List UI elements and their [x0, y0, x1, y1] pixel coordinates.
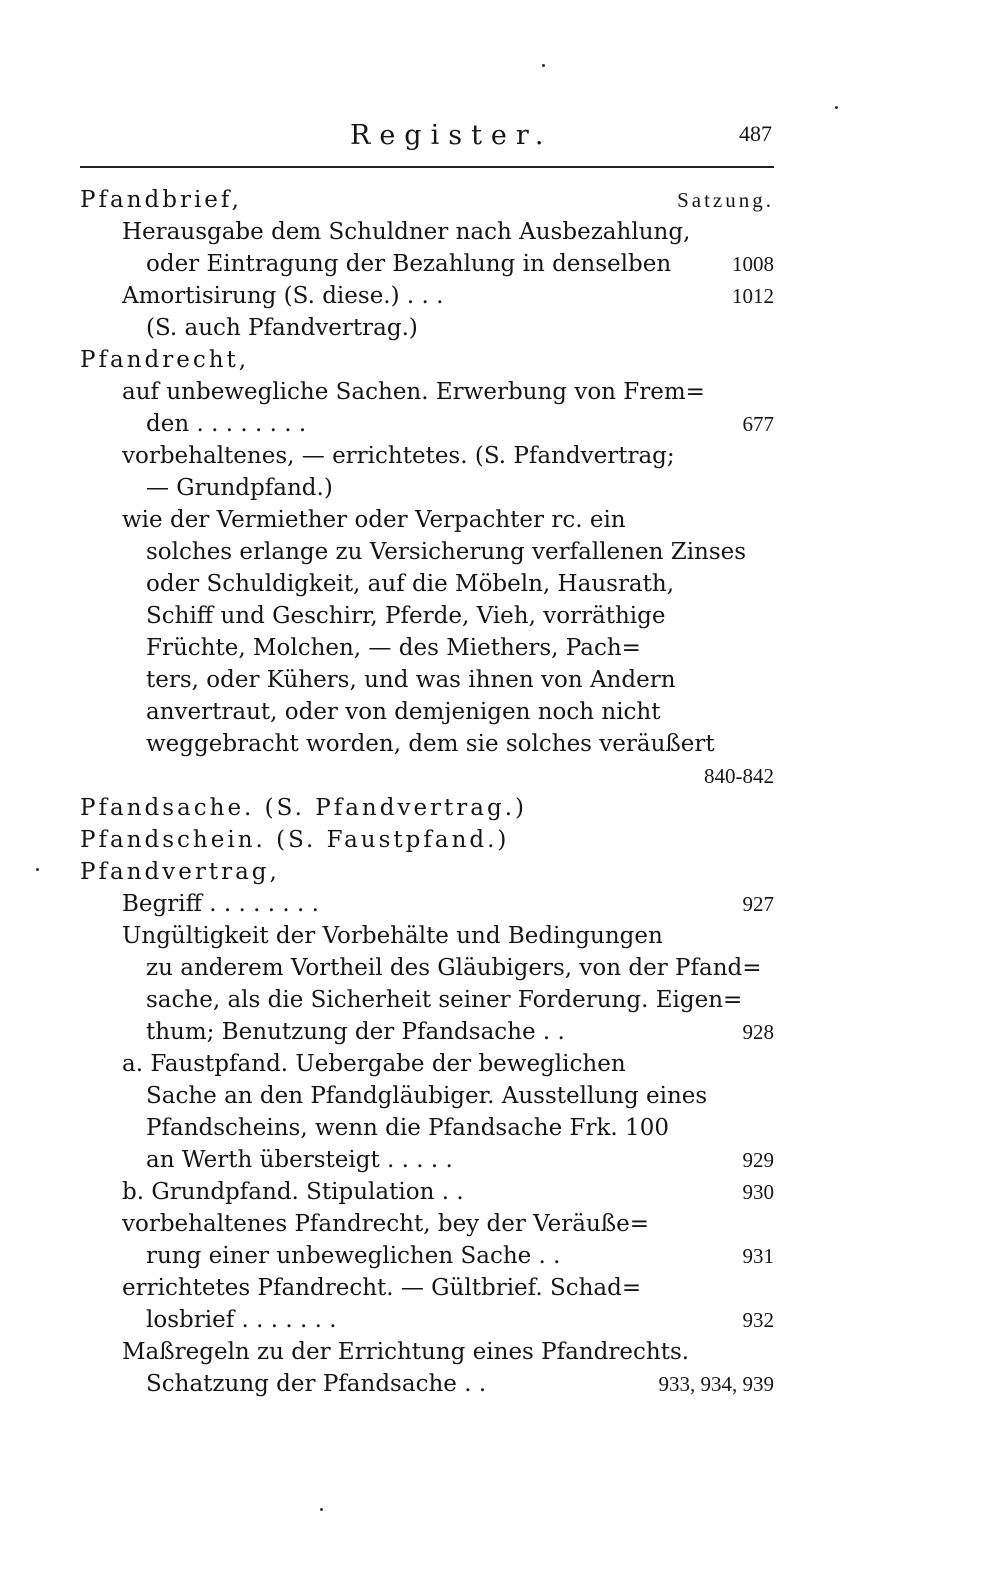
- entry-line: [146, 1080, 774, 1112]
- page-number: 487: [739, 121, 772, 146]
- entry-line: [146, 1368, 774, 1400]
- entry-line: [146, 536, 774, 568]
- entry-reference: 677: [742, 412, 774, 436]
- entry-text: thum; Benutzung der Pfandsache . .: [146, 1019, 565, 1045]
- entry-line: [146, 952, 774, 984]
- entry-line: [146, 1144, 774, 1176]
- entry-text: anvertraut, oder von demjenigen noch nicht: [146, 699, 661, 725]
- entry-line: [122, 920, 774, 952]
- paper-speck: [542, 64, 545, 67]
- entry-reference: 1008: [732, 252, 774, 276]
- entry-text: Pfandvertrag,: [80, 859, 280, 885]
- entry-line: [146, 312, 774, 344]
- entry-line: [146, 664, 774, 696]
- entry-text: zu anderem Vortheil des Gläubigers, von der Pfand=: [146, 955, 762, 981]
- entry-reference: 933, 934, 939: [658, 1372, 774, 1396]
- entry-line: [146, 568, 774, 600]
- entry-reference: 930: [742, 1180, 774, 1204]
- entry-text: losbrief . . . . . . .: [146, 1307, 337, 1333]
- entry-line: [122, 888, 774, 920]
- entry-line: [122, 1176, 774, 1208]
- paper-speck: [835, 106, 838, 109]
- entry-text: Maßregeln zu der Errichtung eines Pfandrechts.: [122, 1339, 690, 1365]
- entry-reference: 928: [742, 1020, 774, 1044]
- entry-heading: [80, 344, 774, 376]
- entry-reference: 929: [742, 1148, 774, 1172]
- entry-line: [146, 600, 774, 632]
- entry-line: [122, 1272, 774, 1304]
- entry-line: [146, 760, 774, 792]
- entry-text: Pfandrecht,: [80, 347, 250, 373]
- entry-line: [146, 1240, 774, 1272]
- entry-text: Amortisirung (S. diese.) . . .: [122, 283, 444, 309]
- entry-line: [122, 280, 774, 312]
- entry-line: [122, 1208, 774, 1240]
- entry-line: [146, 984, 774, 1016]
- entry-text: vorbehaltenes Pfandrecht, bey der Veräuße=: [122, 1211, 650, 1237]
- entry-text: rung einer unbeweglichen Sache . .: [146, 1243, 561, 1269]
- entry-line: [122, 504, 774, 536]
- entry-line: [146, 1112, 774, 1144]
- entry-text: vorbehaltenes, — errichtetes. (S. Pfandvertrag;: [122, 443, 675, 469]
- entry-heading: [80, 792, 774, 824]
- entry-text: a. Faustpfand. Uebergabe der beweglichen: [122, 1051, 626, 1077]
- paper-speck: [320, 1508, 323, 1511]
- entry-text: solches erlange zu Versicherung verfallenen Zinses: [146, 539, 747, 565]
- entry-text: — Grundpfand.): [146, 475, 333, 501]
- entry-line: [122, 1336, 774, 1368]
- entry-text: Pfandschein. (S. Faustpfand.): [80, 827, 510, 853]
- entry-text: Früchte, Molchen, — des Miethers, Pach=: [146, 635, 641, 661]
- header-rule: [80, 166, 774, 168]
- entry-text: b. Grundpfand. Stipulation . .: [122, 1179, 464, 1205]
- entry-text: wie der Vermiether oder Verpachter rc. ein: [122, 507, 626, 533]
- entry-line: [122, 216, 774, 248]
- entry-text: errichtetes Pfandrecht. — Gültbrief. Schad=: [122, 1275, 642, 1301]
- entry-reference: 927: [742, 892, 774, 916]
- entry-line: [146, 472, 774, 504]
- entry-line: [146, 696, 774, 728]
- paper-speck: [36, 868, 39, 871]
- entry-text: Sache an den Pfandgläubiger. Ausstellung eines: [146, 1083, 708, 1109]
- entry-text: ters, oder Kühers, und was ihnen von Andern: [146, 667, 676, 693]
- entry-text: Pfandscheins, wenn die Pfandsache Frk. 100: [146, 1115, 669, 1141]
- entry-text: oder Schuldigkeit, auf die Möbeln, Hausrath,: [146, 571, 675, 597]
- entry-text: Pfandbrief,: [80, 187, 242, 213]
- entry-text: sache, als die Sicherheit seiner Forderung. Eigen=: [146, 987, 743, 1013]
- entry-heading: [80, 856, 774, 888]
- running-header-title: Register.: [350, 120, 553, 151]
- entry-text: Herausgabe dem Schuldner nach Ausbezahlung,: [122, 219, 691, 245]
- entry-text: Pfandsache. (S. Pfandvertrag.): [80, 795, 528, 821]
- entry-text: weggebracht worden, dem sie solches veräußert: [146, 731, 715, 757]
- entry-reference: 931: [742, 1244, 774, 1268]
- entry-line: [122, 440, 774, 472]
- entry-line: [146, 1304, 774, 1336]
- entry-text: Schatzung der Pfandsache . .: [146, 1371, 487, 1397]
- entry-line: [122, 1048, 774, 1080]
- entry-reference: 1012: [732, 284, 774, 308]
- entry-line: [146, 1016, 774, 1048]
- entry-reference: 932: [742, 1308, 774, 1332]
- entry-text: Ungültigkeit der Vorbehälte und Bedingungen: [122, 923, 663, 949]
- entry-line: [146, 408, 774, 440]
- entry-text: Schiff und Geschirr, Pferde, Vieh, vorräthige: [146, 603, 666, 629]
- entry-heading: [80, 824, 774, 856]
- entry-line: [146, 632, 774, 664]
- entry-heading: [80, 184, 774, 216]
- entry-text: den . . . . . . . .: [146, 411, 307, 437]
- entry-reference: Satzung.: [677, 188, 774, 212]
- entry-text: auf unbewegliche Sachen. Erwerbung von Frem=: [122, 379, 705, 405]
- entry-line: [122, 376, 774, 408]
- entry-text: (S. auch Pfandvertrag.): [146, 315, 418, 341]
- entry-text: Begriff . . . . . . . .: [122, 891, 319, 917]
- entry-text: an Werth übersteigt . . . . .: [146, 1147, 453, 1173]
- entry-line: [146, 728, 774, 760]
- entry-line: [146, 248, 774, 280]
- entry-text: oder Eintragung der Bezahlung in denselben: [146, 251, 672, 277]
- entry-reference: 840-842: [704, 764, 774, 788]
